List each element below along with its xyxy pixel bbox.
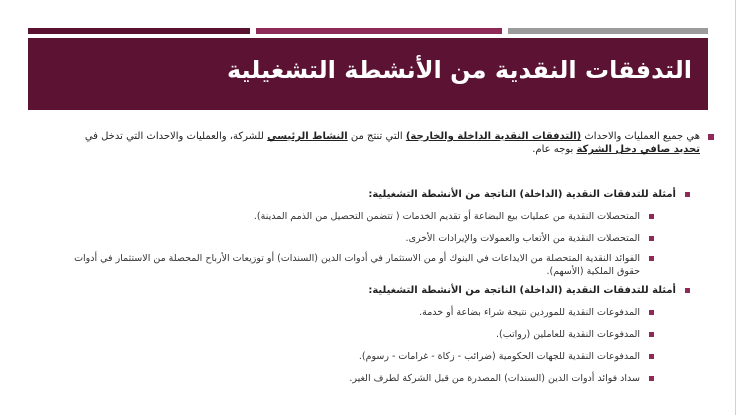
bullet-square-icon	[649, 354, 654, 359]
bullet-square-icon	[649, 376, 654, 381]
slide-title[interactable]: التدفقات النقدية من الأنشطة التشغيلية	[226, 56, 692, 84]
bullet-square-icon	[649, 256, 654, 261]
list-item-text: سداد فوائد أدوات الدين (السندات) المصدرة من قبل الشركة لطرف الغير.	[349, 373, 640, 384]
bullet-square-icon	[649, 332, 654, 337]
inflows-heading-text: أمثلة للتدفقات النقدية (الداخلة) الناتجة من الأنشطة التشغيلية:	[368, 189, 676, 200]
bullet-square-icon	[708, 134, 714, 140]
title-bar	[28, 38, 708, 110]
intro-text-3: التي تنتج من	[347, 131, 406, 142]
list-item	[60, 328, 640, 341]
list-item	[60, 372, 640, 385]
intro-text-1: هي جميع العمليات والاحداث	[581, 131, 700, 142]
list-item-text: الفوائد النقدية المتحصلة من الايداعات في البنوك أو من الاستثمار في أدوات الدين (السندات) أو توزيعات الأرباح المحصلة من الاستثمار في أدوات حقوق الملكية (الأسهم).	[74, 253, 640, 277]
list-item	[60, 306, 640, 319]
intro-paragraph[interactable]	[60, 130, 700, 156]
list-item-text: المدفوعات النقدية للعاملين (رواتب).	[495, 329, 640, 340]
accent-band-gray	[508, 28, 708, 34]
intro-text-6: تحديد صافي دخل الشركة	[576, 144, 700, 155]
list-item	[60, 232, 640, 245]
intro-text-2: (التدفقات النقدية الداخلة والخارجة)	[405, 131, 582, 142]
accent-band-magenta	[256, 28, 502, 34]
list-item-text: المدفوعات النقدية للموردين نتيجة شراء بضاعة أو خدمة.	[419, 307, 640, 318]
list-item	[60, 210, 640, 223]
bullet-square-icon	[685, 192, 690, 197]
intro-text-4: النشاط الرئيسي	[267, 131, 348, 142]
list-item-text: المتحصلات النقدية من عمليات بيع البضاعة أو تقديم الخدمات ( تتضمن التحصيل من الذمم المدينة).	[253, 211, 640, 222]
bullet-square-icon	[649, 236, 654, 241]
bullet-square-icon	[649, 310, 654, 315]
accent-band-dark	[28, 28, 250, 34]
bullet-square-icon	[649, 214, 654, 219]
intro-text-7: بوجه عام.	[532, 144, 577, 155]
outflows-heading-text: أمثلة للتدفقات النقدية (الداخلة) الناتجة من الأنشطة التشغيلية:	[368, 285, 676, 296]
outflows-heading	[368, 284, 676, 298]
inflows-heading	[368, 188, 676, 202]
list-item-text: المدفوعات النقدية للجهات الحكومية (ضرائب - زكاة - غرامات - رسوم).	[358, 351, 640, 362]
list-item-text: المتحصلات النقدية من الأتعاب والعمولات والإيرادات الأخرى.	[405, 233, 640, 244]
intro-text-5: للشركة، والعمليات والاحداث التي تدخل في	[84, 131, 268, 142]
bullet-square-icon	[685, 288, 690, 293]
list-item	[60, 252, 640, 278]
list-item	[60, 350, 640, 363]
